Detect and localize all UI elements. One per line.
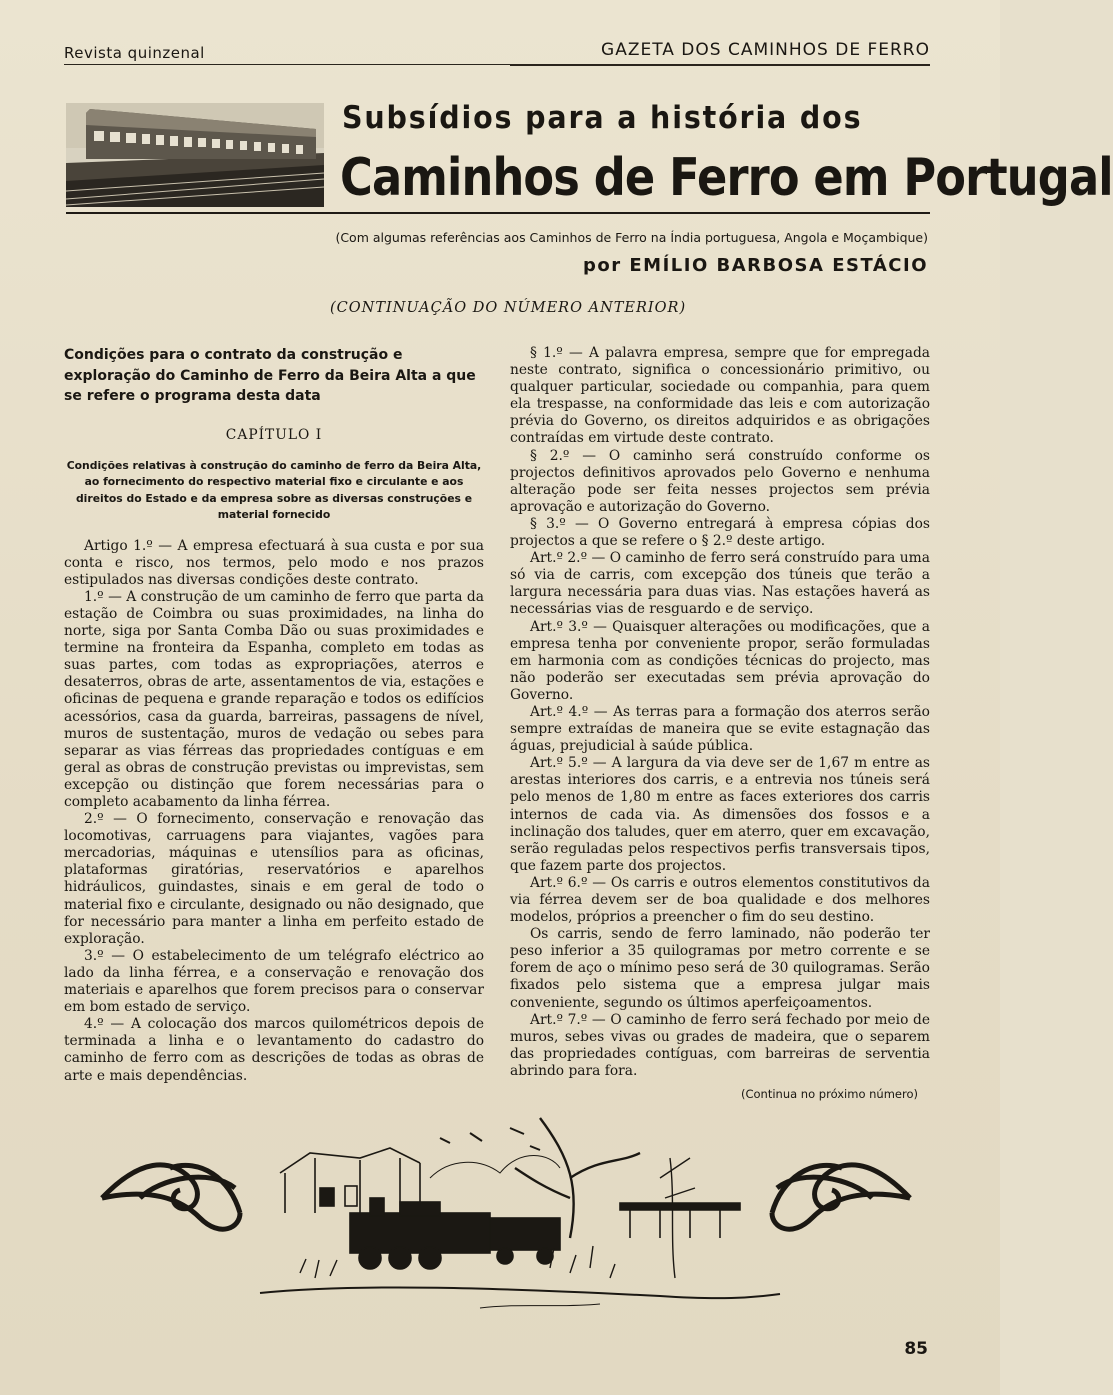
paragraph: Art.º 2.º — O caminho de ferro será construído para uma só via de carris, com excepção dos túneis que terão a largura necessária para duas vias. Nas estações haverá as necessárias vias de resguardo e de serviço. [510,550,930,618]
continue-note: (Continua no próximo número) [740,1087,918,1102]
paragraph: Art.º 4.º — As terras para a formação dos aterros serão sempre extraídas de maneira que se evite estagnação das águas, prejudicial à saúde pública. [510,703,930,755]
paragraph: Os carris, sendo de ferro laminado, não poderão ter peso inferior a 35 quilogramas por metro corrente e se forem de aço o mínimo peso será de 30 quilogramas. Serão fixados pelo sistema que a empresa julgar mais conveniente, segundo os últimos aperfeiçoamentos. [510,926,930,1011]
paragraph: 4.º — A colocação dos marcos quilométricos depois de terminada a linha e o levantamento do cadastro do caminho de ferro com as descrições de todas as obras de arte e mais dependências. [64,1016,484,1084]
paragraph: Art.º 5.º — A largura da via deve ser de 1,67 m entre as arestas interiores dos carris, e a entrevia nos túneis será pelo menos de 1,80 m entre as faces exteriores dos carris internos de cada via. As dimensões dos fossos e a inclinação dos taludes, quer em aterro, quer em excavação, serão reguladas pelos respectivos perfis transversais tipos, que fazem parte dos projectos. [510,755,930,874]
paragraph: Art.º 7.º — O caminho de ferro será fechado por meio de muros, sebes vivas ou grades de madeira, que o separem das propriedades contíguas, com barreiras de serventia abrindo para fora. [510,1011,930,1079]
header-rule-bold [510,64,930,66]
byline: por EMÍLIO BARBOSA ESTÁCIO [582,255,928,276]
chapter-heading: CAPÍTULO I [225,426,323,443]
title-line-1: Subsídios para a história dos [342,100,863,136]
paragraph: 2.º — O fornecimento, conservação e renovação das locomotivas, carruagens para viajantes, vagões para mercadorias, máquinas e utensílios para as oficinas, plataformas giratórias, reservatórios e aparelhos hidráulicos, guindastes, sinais e em geral de todo o material fixo e circulante, designado ou não designado, que for necessário para manter a linha em perfeito estado de exploração. [64,811,484,947]
chapter-subheading: Condições relativas à construção do caminho de ferro da Beira Alta, ao fornecimento do respectivo material fixo e circulante e aos direitos do Estado e da empresa sobre as diversas construções e material fornecido [66,458,482,522]
paragraph: Art.º 3.º — Quaisquer alterações ou modificações, que a empresa tenha por conveniente propor, serão formuladas em harmonia com as condições técnicas do projecto, mas não poderão ser executadas sem prévia aprovação do Governo. [510,618,930,703]
paragraph: 1.º — A construção de um caminho de ferro que parta da estação de Coimbra ou suas proximidades, na linha do norte, siga por Santa Comba Dão ou suas proximidades e termine na fronteira da Espanha, completo em todas as suas partes, com todas as expropriações, aterros e desaterros, obras de arte, assentamentos de via, estações e oficinas de pequena e grande reparação e todos os edifícios acessórios, casa da guarda, barreiras, passagens de nível, muros de sustentação, muros de vedação ou sebes para separar as vias férreas das propriedades contíguas e em geral as obras de construção previstas ou imprevistas, sem excepção ou distinção que forem necessárias para o completo acabamento da linha férrea. [64,588,484,810]
left-ornament [102,1165,240,1229]
title-rule [66,212,930,214]
right-ornament [772,1165,910,1229]
left-column [64,345,484,1085]
title-line-2: Caminhos de Ferro em Portugal [340,148,1113,208]
header-right: GAZETA DOS CAMINHOS DE FERRO [601,40,930,60]
paragraph: Artigo 1.º — A empresa efectuará à sua custa e por sua conta e risco, nos termos, pelo modo e nos prazos estipulados nas diversas condições deste contrato. [64,537,484,588]
section-heading: Condições para o contrato da construção e exploração do Caminho de Ferro da Beira Alta a que se refere o programa desta data [64,347,476,404]
right-column [510,345,930,1103]
sketch-scene [260,1118,780,1308]
page-number: 85 [904,1339,928,1359]
train-photo [66,103,324,207]
paragraph: 3.º — O estabelecimento de um telégrafo eléctrico ao lado da linha férrea, e a conservação e renovação dos materiais e aparelhos que forem precisos para o conservar em bom estado de serviço. [64,947,484,1016]
continued-note: (CONTINUAÇÃO DO NÚMERO ANTERIOR) [330,300,687,316]
subtitle: (Com algumas referências aos Caminhos de Ferro na Índia portuguesa, Angola e Moçambique) [335,230,928,245]
paragraph: § 1.º — A palavra empresa, sempre que for empregada neste contrato, significa o concessionário primitivo, ou qualquer particular, sociedade ou companhia, para quem ela trespasse, na conformidade das leis e com autorização prévia do Governo, os direitos adquiridos e as obrigações contraídas em virtude deste contrato. [510,345,930,447]
train-landscape-illustration [100,1118,920,1318]
paragraph: § 3.º — O Governo entregará à empresa cópias dos projectos a que se refere o § 2.º deste artigo. [510,515,930,550]
paragraph: Art.º 6.º — Os carris e outros elementos constitutivos da via férrea devem ser de boa qualidade e dos melhores modelos, próprios a preencher o fim do seu destino. [510,874,930,926]
paragraph: § 2.º — O caminho será construído conforme os projectos definitivos aprovados pelo Governo e nenhuma alteração pode ser feita nesses projectos sem prévia aprovação e autorização do Governo. [510,447,930,515]
header-left: Revista quinzenal [64,44,205,62]
